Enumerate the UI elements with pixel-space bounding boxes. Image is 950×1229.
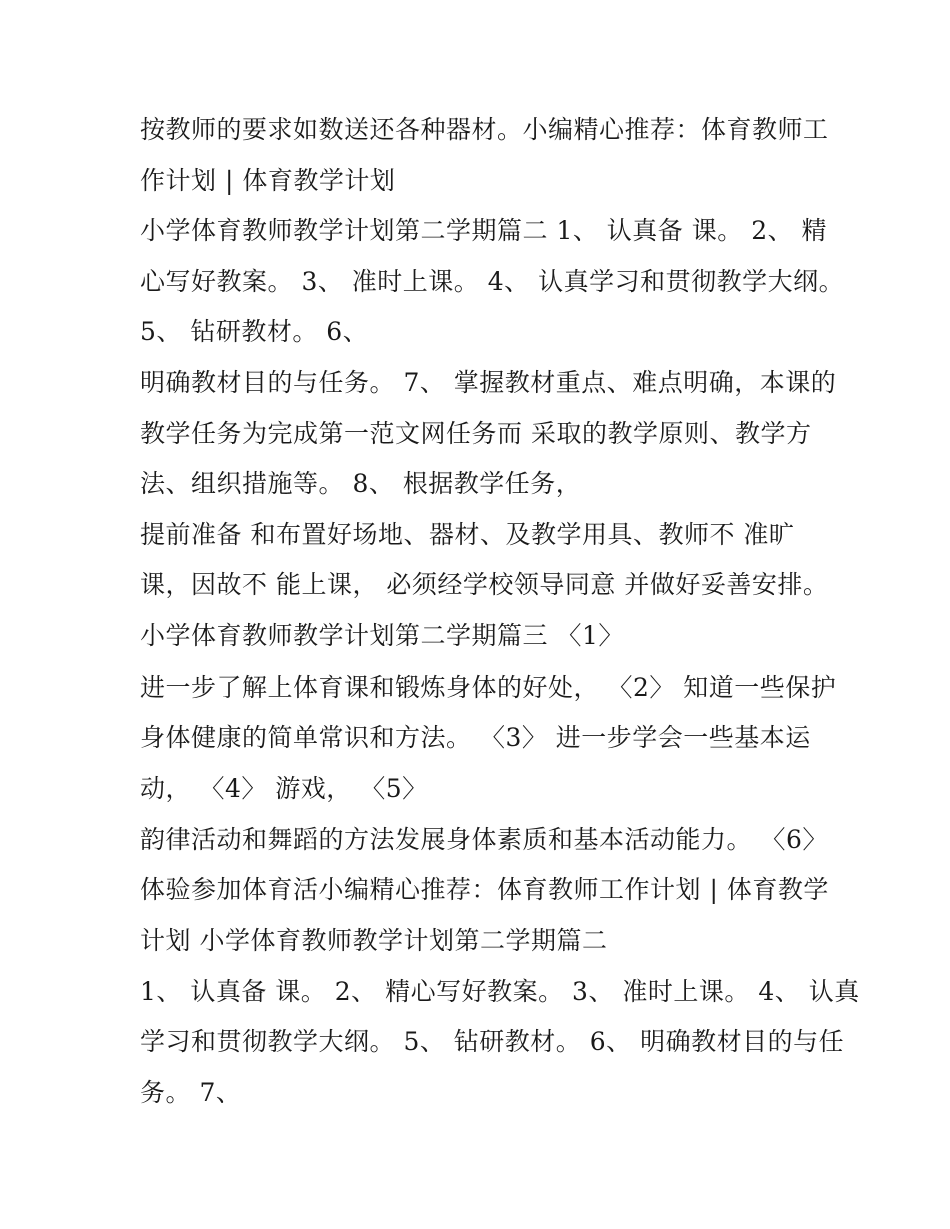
text-line: 计划 小学体育教师教学计划第二学期篇二 [140, 926, 608, 955]
text-line: 小学体育教师教学计划第二学期篇三 〈1〉 [140, 621, 624, 650]
text-line: 提前准备 和布置好场地、器材、及教学用具、教师不 准旷 [140, 520, 795, 549]
text-line: 课，因故不 能上课， 必须经学校领导同意 并做好妥善安排。 [140, 570, 829, 599]
text-line: 身体健康的简单常识和方法。 〈3〉 进一步学会一些基本运 [140, 723, 811, 752]
text-line: 法、组织措施等。 8、 根据教学任务， [140, 469, 582, 498]
text-line: 动， 〈4〉 游戏， 〈5〉 [140, 774, 428, 803]
text-line: 5、 钻研教材。 6、 [140, 317, 369, 346]
text-line: 1、 认真备 课。 2、 精心写好教案。 3、 准时上课。 4、 认真 [140, 977, 860, 1006]
text-line: 进一步了解上体育课和锻炼身体的好处， 〈2〉 知道一些保护 [140, 673, 837, 702]
text-line: 韵律活动和舞蹈的方法发展身体素质和基本活动能力。 〈6〉 [140, 825, 828, 854]
text-line: 按教师的要求如数送还各种器材。小编精心推荐：体育教师工 [140, 115, 829, 144]
text-line: 教学任务为完成第一范文网任务而 采取的教学原则、教学方 [140, 419, 812, 448]
text-line: 作计划 | 体育教学计划 [140, 166, 396, 195]
text-line: 心写好教案。 3、 准时上课。 4、 认真学习和贯彻教学大纲。 [140, 267, 845, 296]
text-line: 务。 7、 [140, 1078, 242, 1107]
text-line: 学习和贯彻教学大纲。 5、 钻研教材。 6、 明确教材目的与任 [140, 1027, 845, 1056]
text-line: 小学体育教师教学计划第二学期篇二 1、 认真备 课。 2、 精 [140, 216, 828, 245]
text-line: 体验参加体育活小编精心推荐：体育教师工作计划 | 体育教学 [140, 875, 829, 904]
text-line: 明确教材目的与任务。 7、 掌握教材重点、难点明确，本课的 [140, 368, 837, 397]
